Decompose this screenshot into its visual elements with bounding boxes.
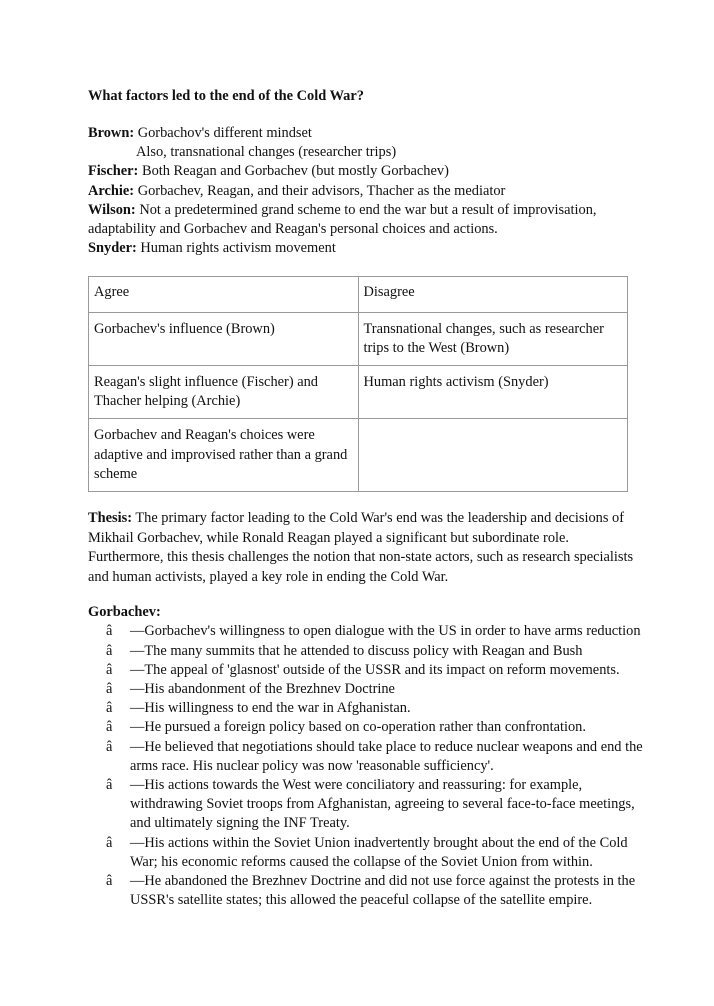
historian-name: Wilson: <box>88 201 136 218</box>
list-item <box>88 661 648 680</box>
bullet-marker: â <box>106 681 113 698</box>
note-text: Human rights activism movement <box>140 240 336 257</box>
table-row <box>89 419 628 492</box>
bullet-marker: â <box>106 777 113 794</box>
list-item-text: —He abandoned the Brezhnev Doctrine and did not use force against the protests in the USSR's satellite states; this allowed the peaceful collapse of the satellite empire. <box>130 873 636 909</box>
list-item <box>88 642 648 661</box>
list-item <box>88 680 648 699</box>
list-item-text: —The appeal of 'glasnost' outside of the USSR and its impact on reform movements. <box>130 661 620 678</box>
list-item-text: —His abandonment of the Brezhnev Doctrine <box>130 681 395 698</box>
list-item-text: —His actions towards the West were conciliatory and reassuring: for example, withdrawing Soviet troops from Afghanistan, agreeing to several face-to-face meetings, and ultimately signing the INF Treaty. <box>130 777 635 832</box>
note-line <box>88 143 648 162</box>
table-cell: Human rights activism (Snyder) <box>358 366 628 419</box>
list-item <box>88 622 648 641</box>
list-item-text: —Gorbachev's willingness to open dialogue with the US in order to have arms reduction <box>130 623 641 640</box>
note-line <box>88 162 648 181</box>
thesis-text: The primary factor leading to the Cold War's end was the leadership and decisions of Mikhail Gorbachev, while Ronald Reagan played a significant but subordinate role. Furthermore, this thesis challenges the notion that non-state actors, such as research specialists and human activists, played a key role in ending the Cold War. <box>88 510 634 585</box>
bullet-marker: â <box>106 700 113 717</box>
historian-name: Archie: <box>88 182 135 199</box>
agree-disagree-table <box>88 276 628 492</box>
historian-notes <box>88 124 648 258</box>
gorbachev-points <box>88 622 648 910</box>
list-item-text: —The many summits that he attended to discuss policy with Reagan and Bush <box>130 642 583 659</box>
thesis-paragraph <box>88 509 648 587</box>
list-item-text: —His actions within the Soviet Union inadvertently brought about the end of the Cold War; his economic reforms caused the collapse of the Soviet Union from within. <box>130 834 628 870</box>
column-header-agree: Agree <box>89 277 359 312</box>
list-item <box>88 872 648 910</box>
note-text: Also, transnational changes (researcher trips) <box>136 144 397 161</box>
list-item <box>88 738 648 776</box>
note-text: Gorbachev, Reagan, and their advisors, Thacher as the mediator <box>137 182 506 199</box>
list-item <box>88 834 648 872</box>
list-item-text: —He believed that negotiations should take place to reduce nuclear weapons and end the arms race. His nuclear policy was now 'reasonable sufficiency'. <box>130 738 643 774</box>
note-text: Both Reagan and Gorbachev (but mostly Gorbachev) <box>141 163 449 180</box>
table-row <box>89 366 628 419</box>
bullet-marker: â <box>106 623 113 640</box>
historian-name: Fischer: <box>88 163 139 180</box>
note-line <box>88 182 648 201</box>
note-line <box>88 239 648 258</box>
table-row <box>89 312 628 365</box>
column-header-disagree: Disagree <box>358 277 628 312</box>
bullet-marker: â <box>106 738 113 755</box>
thesis-label: Thesis: <box>88 510 132 527</box>
table-cell: Gorbachev and Reagan's choices were adaptive and improvised rather than a grand scheme <box>89 419 359 492</box>
note-line <box>88 124 648 143</box>
historian-name: Brown: <box>88 125 135 141</box>
bullet-marker: â <box>106 834 113 851</box>
list-item <box>88 776 648 834</box>
gorbachev-heading: Gorbachev: <box>88 604 161 621</box>
historian-name: Snyder: <box>88 240 137 257</box>
bullet-marker: â <box>106 661 113 678</box>
table-cell: Transnational changes, such as researcher trips to the West (Brown) <box>358 312 628 365</box>
table-cell: Gorbachev's influence (Brown) <box>89 312 359 365</box>
table-header-row <box>89 277 628 312</box>
bullet-marker: â <box>106 873 113 890</box>
note-line <box>88 201 648 239</box>
note-text: Gorbachov's different mindset <box>137 125 312 141</box>
bullet-marker: â <box>106 719 113 736</box>
page-title: What factors led to the end of the Cold War? <box>88 88 364 104</box>
list-item-text: —He pursued a foreign policy based on co-operation rather than confrontation. <box>130 719 586 736</box>
bullet-marker: â <box>106 642 113 659</box>
list-item-text: —His willingness to end the war in Afghanistan. <box>130 700 411 717</box>
table-cell <box>358 419 628 492</box>
list-item <box>88 718 648 737</box>
note-text: Not a predetermined grand scheme to end the war but a result of improvisation, adaptability and Gorbachev and Reagan's personal choices and actions. <box>88 201 597 238</box>
table-cell: Reagan's slight influence (Fischer) and Thacher helping (Archie) <box>89 366 359 419</box>
list-item <box>88 699 648 718</box>
document-page <box>88 86 648 910</box>
